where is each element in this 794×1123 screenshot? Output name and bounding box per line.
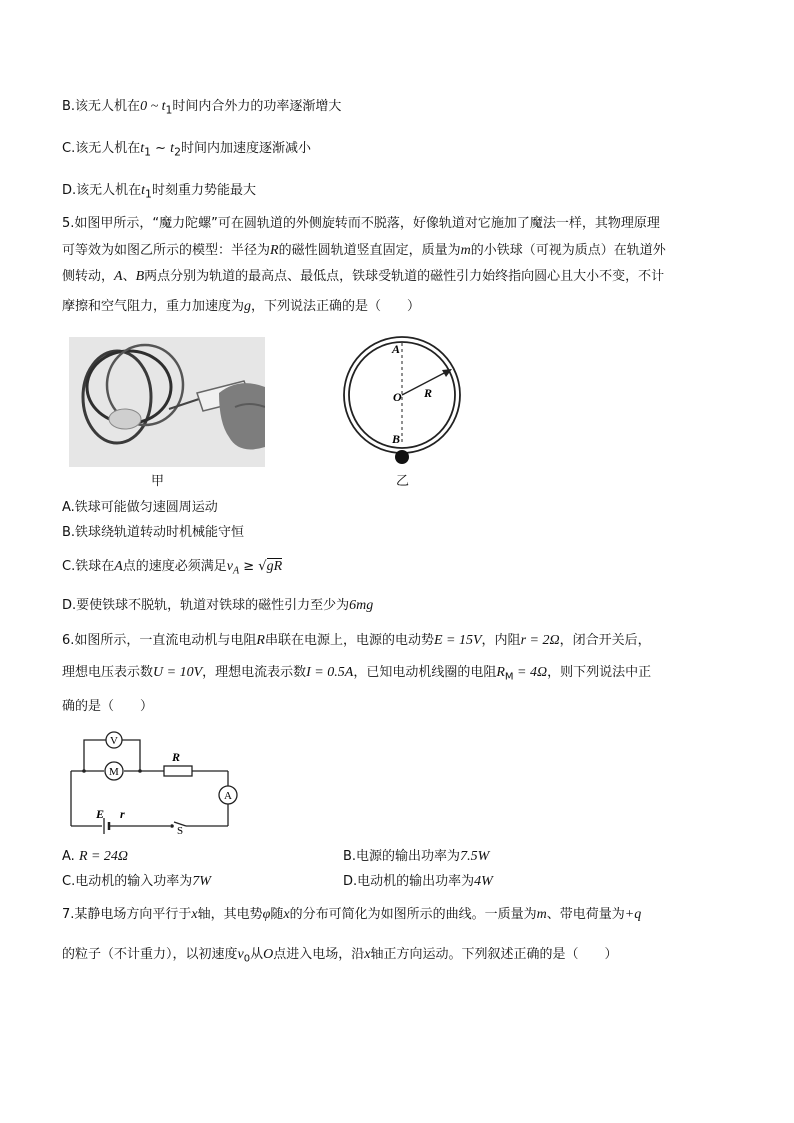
q5-option-d: D.要使铁球不脱轨，轨道对铁球的磁性引力至少为6mg <box>62 598 374 613</box>
q6-stem-line-1: 6.如图所示，一直流电动机与电阻R串联在电源上，电源的电动势E = 15V，内阻r = 2Ω，闭合开关后， <box>62 633 651 648</box>
q6-option-a: A. R = 24Ω <box>62 849 129 864</box>
q5-stem-line-4: 摩擦和空气阻力，重力加速度为g，下列说法正确的是（ ） <box>62 299 421 314</box>
q5-option-b: B.铁球绕轨道转动时机械能守恒 <box>62 525 245 540</box>
q5-option-c: C.铁球在A点的速度必须满足$v_A \ge √gR$ <box>62 559 283 577</box>
q4-option-b: B.该无人机在0 ~ $t_1$时间内合外力的功率逐渐增大 <box>62 99 342 117</box>
q6-stem-line-2: 理想电压表示数U = 10V，理想电流表示数I = 0.5A，已知电动机线圈的电阻$R_M = 4\Omega$，则下列说法中正 <box>62 665 652 683</box>
emf-label: E <box>96 807 105 821</box>
magic-gyroscope-photo <box>69 337 265 467</box>
q6-option-c: C.电动机的输入功率为7W <box>62 874 211 889</box>
label-a: A <box>392 342 401 356</box>
q6-option-b: B.电源的输出功率为7.5W <box>343 849 490 864</box>
figure-yi-caption: 乙 <box>396 474 410 489</box>
circular-track-diagram <box>340 335 470 465</box>
motor-label: M <box>109 766 119 778</box>
q5-option-a: A.铁球可能做匀速圆周运动 <box>62 500 218 515</box>
label-b: B <box>392 432 401 446</box>
q4-option-d: D.该无人机在$t_1$时刻重力势能最大 <box>62 183 256 201</box>
q7-stem-line-2: 的粒子（不计重力），以初速度$v_0$从O点进入电场，沿x轴正方向运动。下列叙述正确的是（ ） <box>62 947 618 965</box>
ammeter-label: A <box>224 790 232 802</box>
q5-stem-line-3: 侧转动，A、B两点分别为轨道的最高点、最低点，铁球受轨道的磁性引力始终指向圆心且大小不变，不计 <box>62 269 665 284</box>
figure-jia-caption: 甲 <box>151 474 165 489</box>
iron-ball <box>395 450 409 464</box>
q5-stem-line-1: 5.如图甲所示，“魔力陀螺”可在圆轨道的外侧旋转而不脱落，好像轨道对它施加了魔法一样，其物理原理 <box>62 216 660 231</box>
voltmeter-label: V <box>110 735 118 747</box>
label-r: R <box>424 386 433 400</box>
internal-resistance-label: r <box>120 807 125 821</box>
resistor <box>164 766 192 776</box>
q6-stem-line-3: 确的是（ ） <box>62 699 154 714</box>
q7-stem-line-1: 7.某静电场方向平行于x轴，其电势φ随x的分布可简化为如图所示的曲线。一质量为m、带电荷量为+q <box>62 907 642 922</box>
label-o: O <box>393 390 402 404</box>
resistor-label: R <box>172 750 181 764</box>
q5-stem-line-2: 可等效为如图乙所示的模型：半径为R的磁性圆轨道竖直固定，质量为m的小铁球（可视为质点）在轨道外 <box>62 243 666 258</box>
q4-option-c: C.该无人机在$t_1$ ~ $t_2$时间内加速度逐渐减小 <box>62 141 311 159</box>
q6-option-d: D.电动机的输出功率为4W <box>343 874 493 889</box>
switch-label: S <box>177 825 184 834</box>
sqrt-sign: √ <box>258 559 267 574</box>
circuit-diagram <box>66 728 246 834</box>
